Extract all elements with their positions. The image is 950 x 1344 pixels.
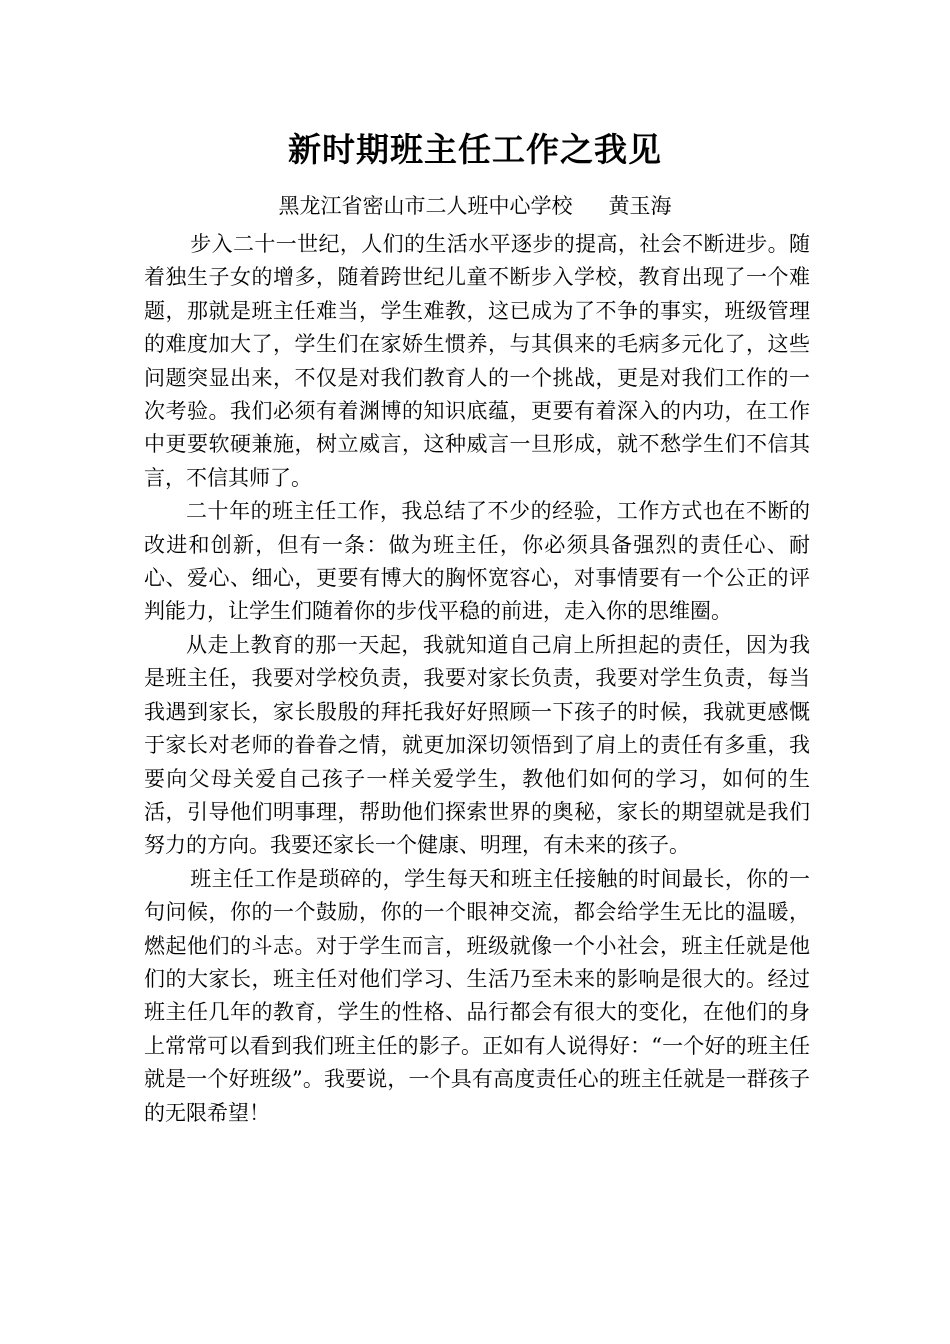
paragraph-3: 从走上教育的那一天起，我就知道自己肩上所担起的责任，因为我是班主任，我要对学校负责，我要对家长负责，我要对学生负责，每当我遇到家长，家长殷殷的拜托我好好照顾一下孩子的时候，我就更感慨于家长对老师的眷眷之情，就更加深切领悟到了肩上的责任有多重，我要向父母关爱自己孩子一样关爱学生，教他们如何的学习，如何的生活，引导他们明事理，帮助他们探索世界的奥秘，家长的期望就是我们努力的方向。我要还家长一个健康、明理，有未来的孩子。 — [144, 632, 810, 858]
author-affiliation: 黑龙江省密山市二人班中心学校 — [278, 194, 573, 218]
paragraph-1: 步入二十一世纪，人们的生活水平逐步的提高，社会不断进步。随着独生子女的增多，随着跨世纪儿童不断步入学校，教育出现了一个难题，那就是班主任难当，学生难教，这已成为了不争的事实，班级管理的难度加大了，学生们在家娇生惯养，与其俱来的毛病多元化了，这些问题突显出来，不仅是对我们教育人的一个挑战，更是对我们工作的一次考验。我们必须有着渊博的知识底蕴，更要有着深入的内功，在工作中更要软硬兼施，树立威言，这种威言一旦形成，就不愁学生们不信其言，不信其师了。 — [144, 232, 810, 490]
paragraph-4: 班主任工作是琐碎的，学生每天和班主任接触的时间最长，你的一句问候，你的一个鼓励，你的一个眼神交流，都会给学生无比的温暖，燃起他们的斗志。对于学生而言，班级就像一个小社会，班主任就是他们的大家长，班主任对他们学习、生活乃至未来的影响是很大的。经过班主任几年的教育，学生的性格、品行都会有很大的变化，在他们的身上常常可以看到我们班主任的影子。正如有人说得好：“一个好的班主任就是一个好班级”。我要说，一个具有高度责任心的班主任就是一群孩子的无限希望！ — [144, 866, 810, 1125]
byline — [0, 190, 950, 222]
paragraph-2: 二十年的班主任工作，我总结了不少的经验，工作方式也在不断的改进和创新，但有一条：做为班主任，你必须具备强烈的责任心、耐心、爱心、细心，更要有博大的胸怀宽容心，对事情要有一个公正的评判能力，让学生们随着你的步伐平稳的前进，走入你的思维圈。 — [144, 499, 810, 624]
document-title: 新时期班主任工作之我见 — [288, 130, 662, 169]
author-name: 黄玉海 — [608, 194, 672, 218]
article-body — [144, 228, 810, 1130]
